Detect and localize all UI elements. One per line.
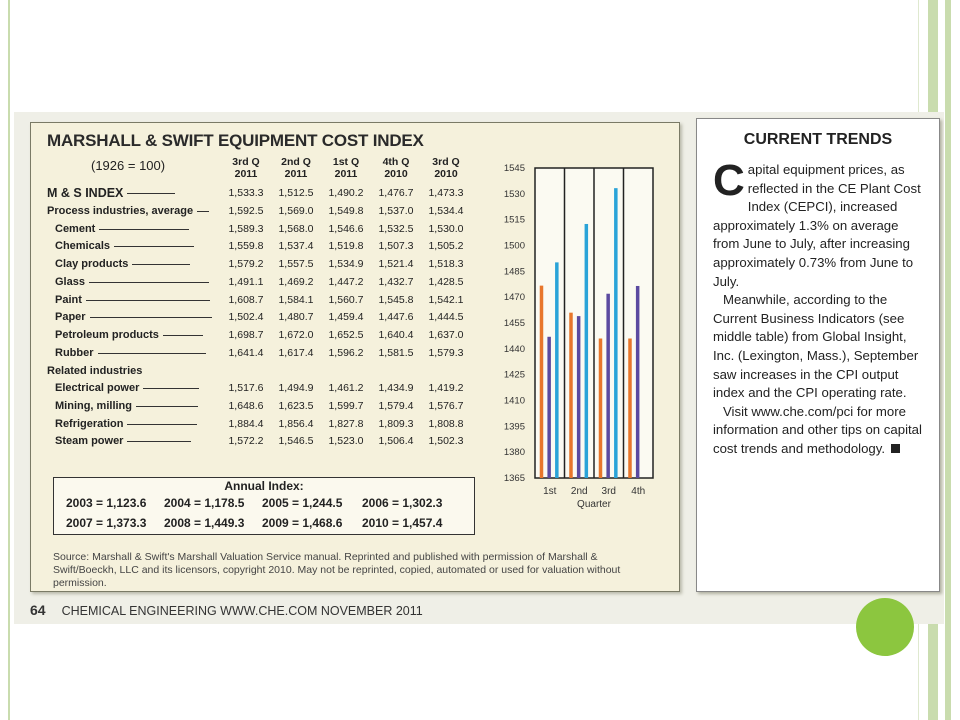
table-cell: 1,459.4 <box>328 311 364 323</box>
table-cell: 1,557.5 <box>278 258 314 270</box>
end-mark <box>891 444 900 453</box>
row-label-text: Petroleum products <box>55 329 159 341</box>
y-tick-label: 1410 <box>503 395 525 407</box>
row-label <box>47 203 209 219</box>
row-label-text: Paint <box>55 294 82 306</box>
y-tick-label: 1530 <box>503 188 525 200</box>
table-cell: 1,473.3 <box>428 187 464 199</box>
annual-index-item: 2008 = 1,449.3 <box>164 516 245 530</box>
column-header <box>273 156 319 180</box>
page-number: 64 <box>30 602 46 618</box>
table-cell: 1,432.7 <box>378 276 414 288</box>
row-label <box>55 416 197 432</box>
table-cell: 1,506.4 <box>378 435 414 447</box>
row-label-text: Glass <box>55 276 85 288</box>
table-cell: 1,494.9 <box>278 382 314 394</box>
table-cell: 1,572.2 <box>228 435 264 447</box>
y-tick-label: 1485 <box>503 266 525 278</box>
x-tick-label: 1st <box>543 486 557 497</box>
y-tick-label: 1500 <box>503 240 525 252</box>
row-label-text: Clay products <box>55 258 129 270</box>
column-year: 2011 <box>334 168 358 180</box>
y-tick-label: 1455 <box>503 318 525 329</box>
table-cell: 1,476.7 <box>378 187 414 199</box>
table-cell: 1,447.2 <box>328 276 364 288</box>
table-cell: 1,568.0 <box>278 223 314 235</box>
row-label-text: Chemicals <box>55 240 111 252</box>
slide-decoration-dot <box>856 598 914 656</box>
column-header <box>223 156 269 180</box>
column-header <box>373 156 419 180</box>
y-tick-label: 1365 <box>503 473 525 484</box>
x-tick-label: 2nd <box>570 486 588 497</box>
row-label <box>55 274 209 290</box>
table-cell: 1,461.2 <box>328 382 364 394</box>
x-axis-label: Quarter <box>577 499 611 510</box>
trends-paragraph-2: Meanwhile, according to the Current Business Indicators (see middle table) from Global Insight, Inc. (Lexington, Mass.), September saw increases in the CPI output index and the CPI operating rate. <box>713 292 919 401</box>
cost-index-panel <box>30 122 680 592</box>
leader-line <box>143 388 199 389</box>
table-cell: 1,491.1 <box>228 276 264 288</box>
trends-paragraph-3-text: Visit www.che.com/pci for more information and other tips on capital cost trends and methodology. <box>713 403 922 456</box>
leader-line <box>89 282 209 283</box>
table-cell: 1,507.3 <box>378 240 414 252</box>
table-cell: 1,537.0 <box>378 205 414 217</box>
quarterly-bar-chart <box>493 153 673 525</box>
table-cell: 1,537.4 <box>278 240 314 252</box>
annual-index-item: 2003 = 1,123.6 <box>66 496 147 510</box>
column-year: 2010 <box>434 168 458 180</box>
table-cell: 1,480.7 <box>278 311 314 323</box>
row-label-text: Rubber <box>55 347 94 359</box>
column-quarter: 1st Q <box>332 156 360 168</box>
column-year: 2011 <box>284 168 308 180</box>
table-cell: 1,559.8 <box>228 240 264 252</box>
table-cell: 1,469.2 <box>278 276 314 288</box>
table-cell: 1,490.2 <box>328 187 364 199</box>
row-label <box>55 221 189 237</box>
trends-paragraph-1 <box>713 156 927 291</box>
table-cell: 1,648.6 <box>228 400 264 412</box>
table-cell: 1,533.3 <box>228 187 264 199</box>
leader-line <box>127 424 197 425</box>
table-cell: 1,530.0 <box>428 223 464 235</box>
x-tick-label: 4th <box>631 486 646 497</box>
trends-title: CURRENT TRENDS <box>743 131 893 148</box>
table-cell: 1,549.8 <box>328 205 364 217</box>
leader-line <box>90 317 212 318</box>
table-cell: 1,589.3 <box>228 223 264 235</box>
table-cell: 1,546.6 <box>328 223 364 235</box>
annual-index-item: 2007 = 1,373.3 <box>66 516 147 530</box>
column-quarter: 3rd Q <box>232 156 260 168</box>
leader-line <box>136 406 198 407</box>
table-cell: 1,637.0 <box>428 329 464 341</box>
table-cell: 1,579.4 <box>378 400 414 412</box>
bar <box>614 188 618 478</box>
table-cell: 1,672.0 <box>278 329 314 341</box>
table-cell: 1,581.5 <box>378 347 414 359</box>
row-label <box>55 380 199 396</box>
table-cell: 1,809.3 <box>378 418 414 430</box>
source-note: Source: Marshall & Swift's Marshall Valuation Service manual. Reprinted and published with permission of Marshall & Swift/Boeckh, LLC and its licensors, copyright 2010. May not be reprinted, copied, automated or used for valuation without permission. <box>53 551 621 589</box>
table-cell: 1,599.7 <box>328 400 364 412</box>
column-quarter: 4th Q <box>382 156 410 168</box>
table-cell: 1,447.6 <box>378 311 414 323</box>
leader-line <box>86 300 210 301</box>
table-cell: 1,434.9 <box>378 382 414 394</box>
table-cell: 1,428.5 <box>428 276 464 288</box>
table-cell: 1,652.5 <box>328 329 364 341</box>
table-cell: 1,518.3 <box>428 258 464 270</box>
table-cell: 1,519.8 <box>328 240 364 252</box>
y-tick-label: 1545 <box>503 163 525 174</box>
y-tick-label: 1395 <box>503 421 525 433</box>
column-quarter: 3rd Q <box>432 156 460 168</box>
column-year: 2011 <box>234 168 258 180</box>
bar <box>628 339 632 479</box>
bar <box>569 313 573 478</box>
table-cell: 1,534.4 <box>428 205 464 217</box>
row-label <box>55 327 203 343</box>
magazine-page-image <box>14 112 944 624</box>
table-cell: 1,617.4 <box>278 347 314 359</box>
annual-index-item: 2006 = 1,302.3 <box>362 496 443 510</box>
row-label <box>47 185 175 201</box>
row-label-text: Cement <box>55 223 96 235</box>
y-tick-label: 1425 <box>503 369 525 381</box>
table-cell: 1,579.3 <box>428 347 464 359</box>
table-cell: 1,419.2 <box>428 382 464 394</box>
table-cell: 1,545.8 <box>378 294 414 306</box>
row-label <box>47 363 142 379</box>
row-label <box>55 256 190 272</box>
table-cell: 1,827.8 <box>328 418 364 430</box>
leader-line <box>127 193 175 194</box>
slide-right-bar-outer <box>945 0 951 720</box>
column-header <box>323 156 369 180</box>
row-label <box>55 433 191 449</box>
slide-left-rule <box>8 0 10 720</box>
leader-line <box>127 441 191 442</box>
table-cell: 1,596.2 <box>328 347 364 359</box>
row-label-text: Related industries <box>47 365 143 377</box>
row-label <box>55 292 210 308</box>
row-label <box>55 309 212 325</box>
table-cell: 1,640.4 <box>378 329 414 341</box>
table-cell: 1,579.2 <box>228 258 264 270</box>
row-label <box>55 238 194 254</box>
footer-text: CHEMICAL ENGINEERING WWW.CHE.COM NOVEMBER 2011 <box>61 604 423 618</box>
table-cell: 1,546.5 <box>278 435 314 447</box>
row-label <box>55 345 206 361</box>
base-year-note: (1926 = 100) <box>91 158 166 173</box>
y-tick-label: 1440 <box>503 343 525 355</box>
table-cell: 1,856.4 <box>278 418 314 430</box>
page-footer <box>30 602 423 618</box>
table-cell: 1,808.8 <box>428 418 464 430</box>
table-cell: 1,584.1 <box>278 294 314 306</box>
column-header <box>423 156 469 180</box>
trends-body <box>713 156 927 459</box>
column-quarter: 2nd Q <box>281 156 311 168</box>
row-label-text: Electrical power <box>55 382 140 394</box>
leader-line <box>163 335 203 336</box>
row-label-text: Process industries, average <box>47 205 194 217</box>
table-cell: 1,884.4 <box>228 418 264 430</box>
table-cell: 1,532.5 <box>378 223 414 235</box>
current-trends-box <box>696 118 940 592</box>
bar <box>585 224 589 478</box>
table-cell: 1,569.0 <box>278 205 314 217</box>
bar <box>555 262 559 478</box>
y-tick-label: 1515 <box>503 214 525 226</box>
leader-line <box>197 211 209 212</box>
table-cell: 1,505.2 <box>428 240 464 252</box>
table-cell: 1,592.5 <box>228 205 264 217</box>
row-label <box>55 398 198 414</box>
row-label-text: M & S INDEX <box>47 186 124 200</box>
leader-line <box>99 229 189 230</box>
table-cell: 1,576.7 <box>428 400 464 412</box>
bar <box>540 286 544 478</box>
trends-paragraph-1-text: apital equipment prices, as reflected in the CE Plant Cost Index (CEPCI), increased approximately 1.3% on average from June to July, after increasing approximately 0.73% from June to July. <box>713 162 921 289</box>
annual-index-item: 2009 = 1,468.6 <box>262 516 343 530</box>
x-tick-label: 3rd <box>601 486 616 497</box>
table-cell: 1,542.1 <box>428 294 464 306</box>
row-label-text: Refrigeration <box>55 418 124 430</box>
table-cell: 1,608.7 <box>228 294 264 306</box>
table-cell: 1,512.5 <box>278 187 314 199</box>
leader-line <box>114 246 194 247</box>
row-label-text: Steam power <box>55 435 124 447</box>
trends-paragraph-3 <box>713 403 927 459</box>
table-cell: 1,698.7 <box>228 329 264 341</box>
drop-cap: C <box>713 156 745 205</box>
y-tick-label: 1380 <box>503 447 525 459</box>
row-label-text: Mining, milling <box>55 400 132 412</box>
table-cell: 1,523.0 <box>328 435 364 447</box>
table-cell: 1,502.4 <box>228 311 264 323</box>
table-cell: 1,560.7 <box>328 294 364 306</box>
table-cell: 1,521.4 <box>378 258 414 270</box>
annual-index-item: 2010 = 1,457.4 <box>362 516 443 530</box>
bar <box>577 316 581 478</box>
bar <box>547 337 551 478</box>
bar <box>606 294 610 478</box>
annual-index-item: 2004 = 1,178.5 <box>164 496 245 510</box>
row-label-text: Paper <box>55 311 86 323</box>
leader-line <box>98 353 206 354</box>
table-cell: 1,517.6 <box>228 382 264 394</box>
bar <box>599 339 603 479</box>
table-cell: 1,641.4 <box>228 347 264 359</box>
annual-index-box <box>53 477 475 535</box>
table-cell: 1,534.9 <box>328 258 364 270</box>
leader-line <box>132 264 190 265</box>
annual-index-item: 2005 = 1,244.5 <box>262 496 343 510</box>
table-cell: 1,444.5 <box>428 311 464 323</box>
annual-index-title: Annual Index: <box>224 479 304 493</box>
table-cell: 1,623.5 <box>278 400 314 412</box>
table-cell: 1,502.3 <box>428 435 464 447</box>
panel-title: MARSHALL & SWIFT EQUIPMENT COST INDEX <box>47 131 424 150</box>
y-tick-label: 1470 <box>503 292 525 304</box>
column-year: 2010 <box>384 168 408 180</box>
bar <box>636 286 640 478</box>
